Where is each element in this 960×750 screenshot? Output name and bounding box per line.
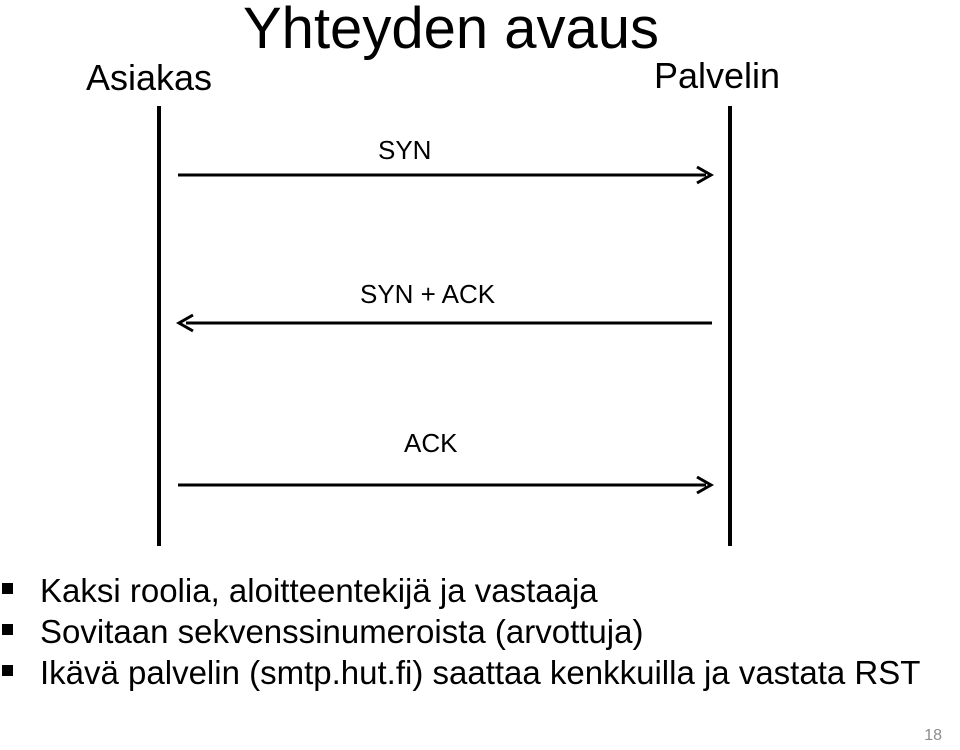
message-arrow-syn-ack <box>179 315 712 331</box>
client-actor-label: Asiakas <box>86 57 213 98</box>
square-bullet-icon <box>2 583 13 594</box>
message-label-syn-ack: SYN + ACK <box>360 279 496 309</box>
bullet-text: Sovitaan sekvenssinumeroista (arvottuja) <box>40 613 644 650</box>
bullet-text: Ikävä palvelin (smtp.hut.fi) saattaa kenkkuilla ja vastata RST <box>40 654 921 691</box>
message-arrow-ack <box>178 477 711 493</box>
square-bullet-icon <box>2 665 13 676</box>
bullet-item <box>0 652 960 693</box>
message-label-ack: ACK <box>404 428 458 458</box>
message-label-syn: SYN <box>378 135 432 165</box>
message-arrow-syn <box>178 167 711 183</box>
slide-title: Yhteyden avaus <box>243 0 659 61</box>
square-bullet-icon <box>2 624 13 635</box>
bullet-item <box>0 570 960 611</box>
bullet-text: Kaksi roolia, aloitteentekijä ja vastaaja <box>40 572 598 609</box>
server-actor-label: Palvelin <box>654 55 781 96</box>
bullet-item <box>0 611 960 652</box>
page-number: 18 <box>924 727 942 744</box>
bullet-list <box>0 570 960 693</box>
